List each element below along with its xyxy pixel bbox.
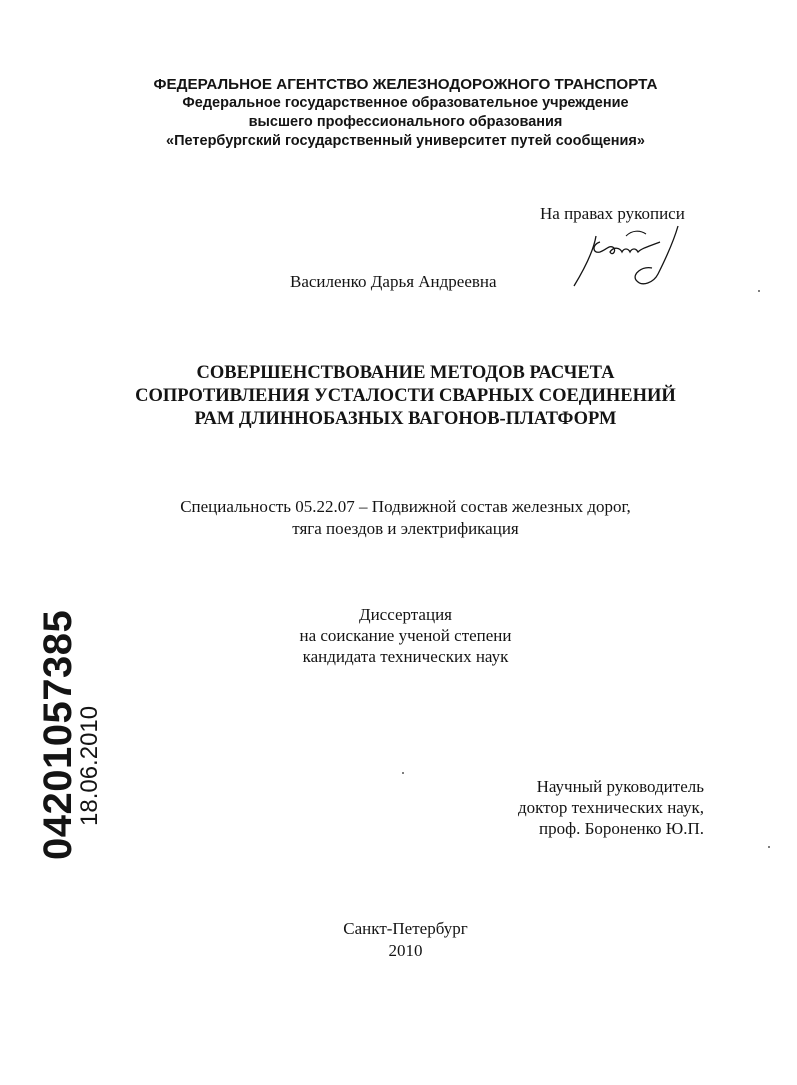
city: Санкт-Петербург [343, 919, 468, 938]
institution-level: высшего профессионального образования [248, 114, 563, 130]
place-and-year [0, 918, 797, 962]
title-line: СОВЕРШЕНСТВОВАНИЕ МЕТОДОВ РАСЧЕТА [196, 363, 615, 383]
degree-line: на соискание ученой степени [299, 626, 512, 645]
signature-image [566, 218, 686, 293]
specialty-line: Специальность 05.22.07 – Подвижной состав железных дорог, [180, 497, 631, 516]
scan-speck [758, 290, 760, 292]
agency-name: ФЕДЕРАЛЬНОЕ АГЕНТСТВО ЖЕЛЕЗНОДОРОЖНОГО ТРАНСПОРТА [153, 76, 658, 93]
dissertation-degree [0, 604, 797, 667]
specialty [0, 496, 797, 540]
scan-speck [768, 846, 770, 848]
degree-line: кандидата технических наук [302, 647, 509, 666]
institution-type: Федеральное государственное образовательное учреждение [182, 95, 629, 111]
library-stamp-number: 04201057385 [36, 609, 80, 860]
supervisor-line: Научный руководитель [536, 777, 704, 796]
title-line: РАМ ДЛИННОБАЗНЫХ ВАГОНОВ-ПЛАТФОРМ [194, 409, 617, 429]
supervisor-line: доктор технических наук, [517, 798, 704, 817]
scan-speck [402, 772, 404, 774]
degree-line: Диссертация [358, 605, 452, 624]
year: 2010 [388, 941, 423, 960]
manuscript-note: На правах рукописи [540, 204, 685, 223]
title-line: СОПРОТИВЛЕНИЯ УСТАЛОСТИ СВАРНЫХ СОЕДИНЕНИЙ [135, 386, 676, 406]
scientific-supervisor [518, 776, 704, 839]
specialty-line: тяга поездов и электрификация [292, 519, 519, 538]
author-name: Василенко Дарья Андреевна [290, 272, 497, 291]
dissertation-title [0, 362, 797, 431]
library-stamp-date: 18.06.2010 [76, 705, 103, 826]
institution-header [0, 75, 797, 151]
university-name: «Петербургский государственный университет путей сообщения» [166, 133, 645, 149]
supervisor-line: проф. Бороненко Ю.П. [538, 819, 704, 838]
